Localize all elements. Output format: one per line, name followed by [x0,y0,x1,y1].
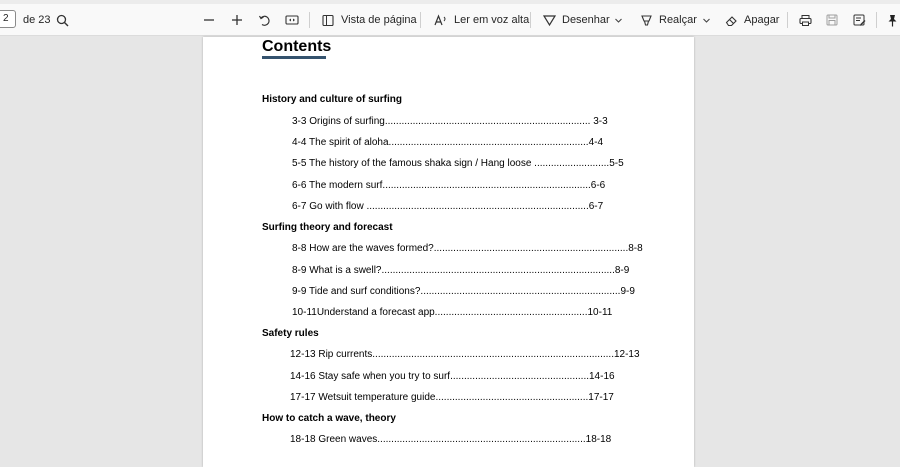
zoom-out-icon[interactable] [203,4,215,36]
toc-entry[interactable]: 8-8 How are the waves formed?......................................................................8-8 [292,243,643,254]
toc-entry[interactable]: 4-4 The spirit of aloha........................................................................4-4 [292,137,604,148]
page-number-input[interactable]: 2 [0,10,16,28]
draw-options-chevron-down-icon[interactable] [614,4,623,36]
read-aloud-button[interactable] [434,4,529,36]
toc-entry[interactable]: 10-11Understand a forecast app.......................................................10-11 [292,307,613,318]
toolbar-divider [420,12,421,28]
section-heading: Safety rules [262,328,319,339]
fit-page-icon[interactable] [285,4,299,36]
erase-label: Apagar [744,14,780,26]
toolbar-divider [876,12,877,28]
toc-entry[interactable]: 5-5 The history of the famous shaka sign / Hang loose ...........................5-5 [292,158,624,169]
draw-label: Desenhar [562,14,610,26]
toc-entry[interactable]: 6-6 The modern surf...........................................................................6-6 [292,180,606,191]
toc-entry[interactable]: 3-3 Origins of surfing.......................................................................... 3-3 [292,116,608,127]
draw-icon [543,14,556,27]
pdf-toolbar [0,0,900,36]
section-heading: How to catch a wave, theory [262,413,396,424]
toc-entry[interactable]: 9-9 Tide and surf conditions?........................................................................9-9 [292,286,635,297]
toc-entry[interactable]: 8-9 What is a swell?....................................................................................8-9 [292,265,630,276]
toolbar-divider [787,12,788,28]
highlight-button[interactable] [640,4,697,36]
page-view-icon [322,14,335,27]
read-aloud-label: Ler em voz alta [454,14,530,26]
contents-title: Contents [262,38,332,55]
page-view-label: Vista de página [341,14,417,26]
save-as-icon[interactable] [853,4,866,36]
toc-entry[interactable]: 17-17 Wetsuit temperature guide.......................................................17-17 [290,392,614,403]
section-heading: History and culture of surfing [262,94,403,105]
pin-icon[interactable] [886,4,899,36]
rotate-icon[interactable] [258,4,271,36]
title-underline [262,56,326,59]
print-icon[interactable] [799,4,812,36]
highlight-icon [640,14,653,27]
toc-entry[interactable]: 14-16 Stay safe when you try to surf..................................................14-16 [290,371,615,382]
toc-entry[interactable]: 6-7 Go with flow ................................................................................6-7 [292,201,604,212]
eraser-icon [725,14,738,27]
toc-entry[interactable]: 18-18 Green waves...........................................................................18-18 [290,434,612,445]
read-aloud-icon [434,14,448,27]
page-view-button[interactable] [322,4,417,36]
erase-button[interactable] [725,4,779,36]
pdf-page [203,37,694,467]
page-total-label [23,4,51,36]
page-total-text: de 23 [23,14,51,26]
toolbar-divider [309,12,310,28]
save-icon[interactable] [826,4,838,36]
highlight-label: Realçar [659,14,697,26]
section-heading: Surfing theory and forecast [262,222,393,233]
zoom-in-icon[interactable] [231,4,243,36]
toc-entry[interactable]: 12-13 Rip currents.......................................................................................12-13 [290,349,640,360]
toolbar-divider [530,12,531,28]
search-icon[interactable] [56,4,69,36]
highlight-options-chevron-down-icon[interactable] [702,4,711,36]
draw-button[interactable] [543,4,610,36]
